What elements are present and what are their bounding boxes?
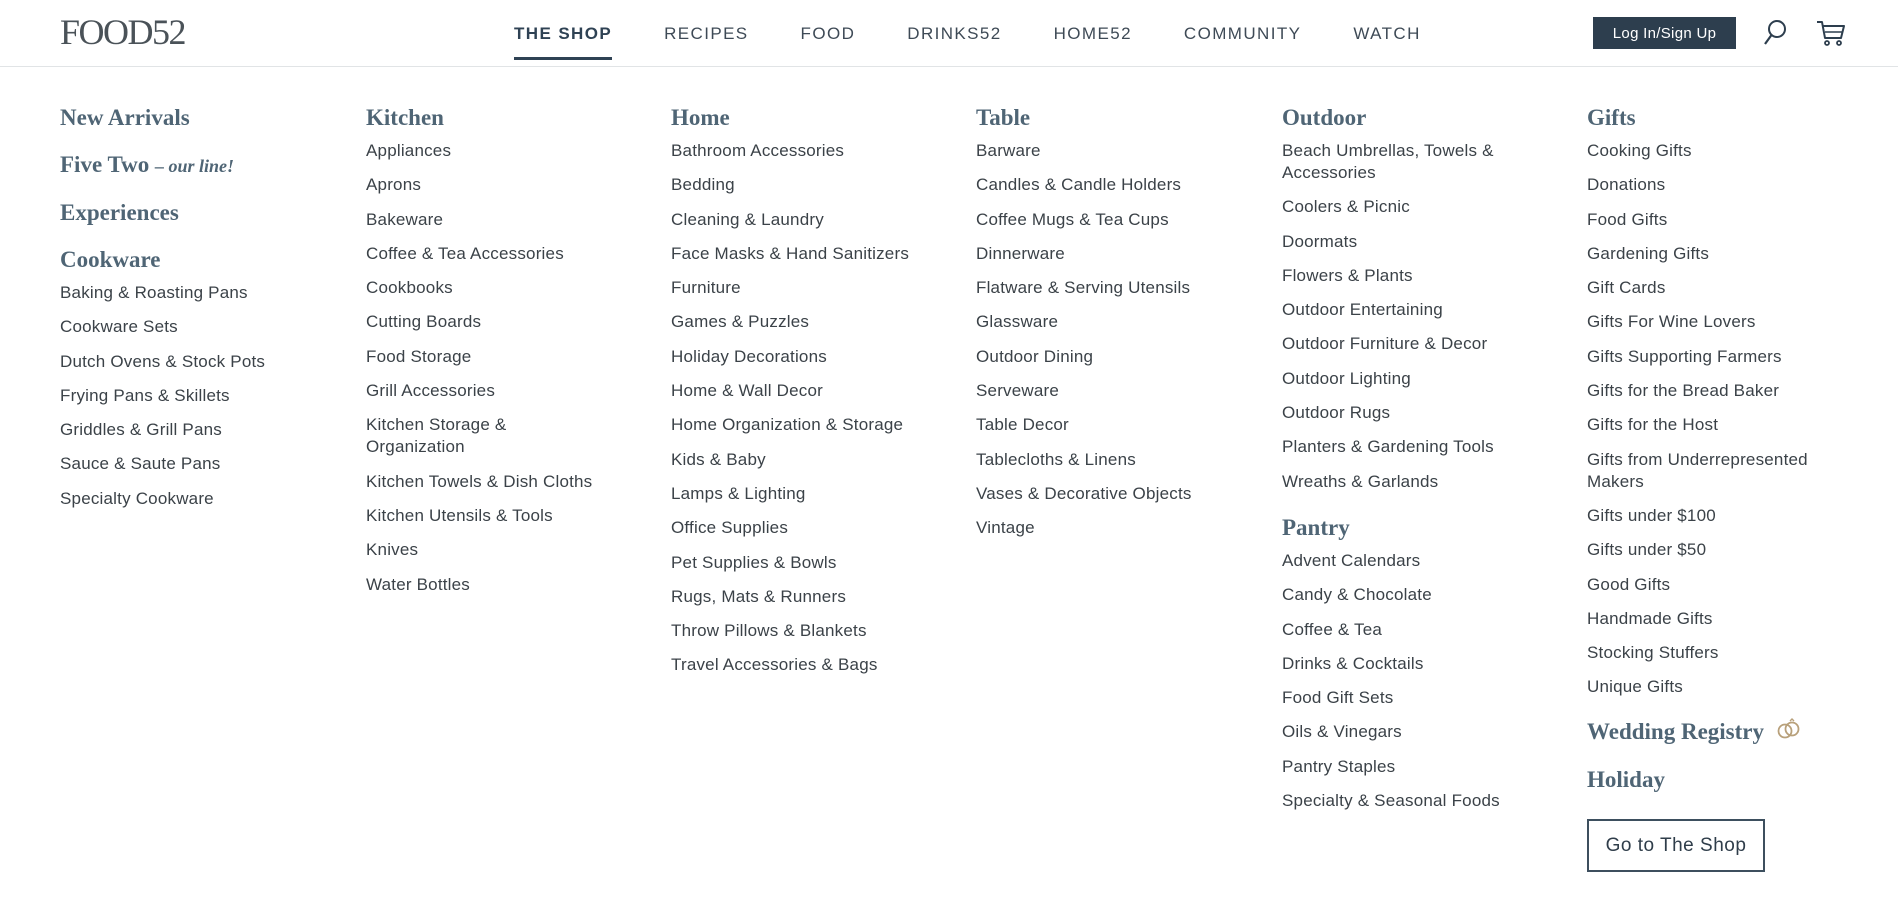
menu-link[interactable]: Office Supplies [671, 518, 789, 538]
site-header [0, 0, 1898, 67]
menu-column-kitchen [366, 103, 626, 608]
menu-link[interactable]: Advent Calendars [1282, 550, 1421, 570]
menu-link[interactable]: Outdoor Entertaining [1282, 300, 1443, 320]
menu-link[interactable]: Barware [976, 141, 1041, 160]
menu-link[interactable]: Stocking Stuffers [1587, 643, 1719, 663]
menu-link[interactable]: Coffee & Tea [1282, 619, 1383, 639]
menu-link[interactable]: Baking & Roasting Pans [60, 283, 248, 302]
menu-link[interactable]: Oils & Vinegars [1282, 722, 1402, 742]
menu-link[interactable]: Pet Supplies & Bowls [671, 552, 837, 572]
menu-link[interactable]: Cleaning & Laundry [671, 209, 824, 229]
menu-link[interactable]: Rugs, Mats & Runners [671, 586, 847, 606]
menu-link[interactable]: Outdoor Rugs [1282, 403, 1391, 423]
cookware-heading[interactable]: Cookware [60, 247, 161, 272]
nav-watch[interactable]: WATCH [1353, 24, 1421, 43]
rings-icon [1776, 718, 1802, 748]
menu-link[interactable]: Vintage [976, 518, 1035, 538]
menu-link[interactable]: Griddles & Grill Pans [60, 420, 222, 440]
holiday-link[interactable]: Holiday [1587, 767, 1665, 793]
menu-link[interactable]: Unique Gifts [1587, 677, 1683, 697]
nav-recipes[interactable]: RECIPES [664, 24, 749, 43]
menu-column-home [671, 103, 941, 689]
menu-link[interactable]: Furniture [671, 278, 741, 298]
menu-link[interactable]: Gifts under $100 [1587, 505, 1716, 525]
menu-link[interactable]: Drinks & Cocktails [1282, 653, 1424, 673]
menu-link[interactable]: Tablecloths & Linens [976, 449, 1136, 469]
menu-link[interactable]: Holiday Decorations [671, 346, 827, 366]
login-signup-button[interactable]: Log In/Sign Up [1593, 17, 1736, 49]
menu-link[interactable]: Planters & Gardening Tools [1282, 437, 1494, 457]
menu-link[interactable]: Outdoor Lighting [1282, 368, 1411, 388]
outdoor-heading[interactable]: Outdoor [1282, 105, 1367, 130]
food52-logo[interactable]: FOOD52 [60, 12, 186, 52]
menu-link[interactable]: Frying Pans & Skillets [60, 385, 230, 405]
menu-link[interactable]: Knives [366, 540, 419, 560]
menu-link[interactable]: Coffee Mugs & Tea Cups [976, 209, 1169, 229]
nav-food[interactable]: FOOD [800, 24, 856, 43]
menu-link[interactable]: Gardening Gifts [1587, 243, 1710, 263]
menu-link[interactable]: Specialty & Seasonal Foods [1282, 791, 1500, 811]
menu-link[interactable]: Sauce & Saute Pans [60, 454, 221, 474]
menu-link[interactable]: Kitchen Towels & Dish Cloths [366, 471, 593, 491]
menu-link[interactable]: Handmade Gifts [1587, 608, 1713, 628]
menu-link[interactable]: Dinnerware [976, 243, 1065, 263]
menu-link[interactable]: Cooking Gifts [1587, 141, 1692, 160]
five-two-link[interactable] [60, 150, 320, 181]
menu-link[interactable]: Bedding [671, 175, 735, 195]
menu-link[interactable]: Outdoor Furniture & Decor [1282, 334, 1488, 354]
menu-link[interactable]: Pantry Staples [1282, 756, 1396, 776]
menu-column-featured [60, 103, 320, 522]
menu-link[interactable]: Food Gift Sets [1282, 688, 1394, 708]
menu-link[interactable]: Food Gifts [1587, 209, 1668, 229]
menu-link[interactable]: Candy & Chocolate [1282, 585, 1432, 605]
menu-link[interactable]: Gifts under $50 [1587, 540, 1707, 560]
menu-link[interactable]: Serveware [976, 381, 1060, 401]
menu-link[interactable]: Games & Puzzles [671, 312, 810, 332]
menu-link[interactable]: Flowers & Plants [1282, 265, 1413, 285]
menu-link[interactable]: Good Gifts [1587, 574, 1671, 594]
menu-link[interactable]: Coolers & Picnic [1282, 197, 1410, 217]
kitchen-heading[interactable]: Kitchen [366, 105, 444, 130]
home-heading[interactable]: Home [671, 105, 730, 130]
nav-home52[interactable]: HOME52 [1053, 24, 1132, 43]
menu-link[interactable]: Kitchen Utensils & Tools [366, 505, 553, 525]
pantry-heading[interactable]: Pantry [1282, 514, 1350, 540]
five-two-label: Five Two [60, 152, 150, 177]
menu-link[interactable]: Home & Wall Decor [671, 381, 824, 401]
menu-link[interactable]: Donations [1587, 175, 1666, 195]
wedding-registry-link[interactable] [1587, 717, 1857, 749]
table-heading[interactable]: Table [976, 105, 1031, 130]
menu-link[interactable]: Travel Accessories & Bags [671, 655, 878, 675]
menu-link[interactable]: Specialty Cookware [60, 488, 214, 508]
nav-drinks52[interactable]: DRINKS52 [907, 24, 1002, 43]
menu-link[interactable]: Gifts from Underrepresented Makers [1587, 449, 1808, 491]
menu-link[interactable]: Throw Pillows & Blankets [671, 621, 867, 641]
menu-link[interactable]: Gifts for the Bread Baker [1587, 381, 1780, 401]
nav-community[interactable]: COMMUNITY [1183, 24, 1302, 43]
menu-column-gifts [1587, 103, 1857, 872]
gifts-heading[interactable]: Gifts [1587, 105, 1636, 130]
menu-link[interactable]: Face Masks & Hand Sanitizers [671, 243, 910, 263]
go-to-shop-button[interactable]: Go to The Shop [1587, 819, 1765, 872]
menu-link[interactable]: Doormats [1282, 231, 1358, 251]
menu-link[interactable]: Beach Umbrellas, Towels & Accessories [1282, 141, 1494, 182]
menu-link[interactable]: Bakeware [366, 209, 444, 229]
new-arrivals-link[interactable]: New Arrivals [60, 105, 190, 130]
cart-icon[interactable] [1816, 18, 1846, 48]
wedding-registry-label: Wedding Registry [1587, 718, 1764, 744]
menu-link[interactable]: Bathroom Accessories [671, 141, 845, 160]
menu-link[interactable]: Cookware Sets [60, 317, 178, 337]
menu-link[interactable]: Water Bottles [366, 574, 471, 594]
search-icon[interactable] [1763, 18, 1789, 48]
experiences-link[interactable]: Experiences [60, 200, 179, 225]
menu-link[interactable]: Kids & Baby [671, 449, 766, 469]
menu-link[interactable]: Gifts Supporting Farmers [1587, 346, 1782, 366]
menu-link[interactable]: Glassware [976, 312, 1059, 332]
five-two-subtitle: – our line! [154, 156, 235, 176]
menu-link[interactable]: Coffee & Tea Accessories [366, 243, 564, 263]
menu-link[interactable]: Vases & Decorative Objects [976, 483, 1192, 503]
menu-link[interactable]: Grill Accessories [366, 381, 496, 401]
menu-link[interactable]: Gifts for the Host [1587, 415, 1719, 435]
menu-link[interactable]: Lamps & Lighting [671, 483, 806, 503]
menu-column-table [976, 103, 1246, 552]
menu-link[interactable]: Wreaths & Garlands [1282, 471, 1439, 491]
menu-link[interactable]: Food Storage [366, 346, 472, 366]
menu-link[interactable]: Candles & Candle Holders [976, 175, 1182, 195]
menu-link[interactable]: Aprons [366, 175, 422, 195]
menu-link[interactable]: Cutting Boards [366, 312, 482, 332]
menu-link[interactable]: Kitchen Storage & Organization [366, 415, 507, 457]
menu-link[interactable]: Gift Cards [1587, 278, 1666, 298]
nav-the-shop[interactable]: THE SHOP [514, 18, 612, 60]
menu-link[interactable]: Flatware & Serving Utensils [976, 278, 1191, 298]
menu-link[interactable]: Table Decor [976, 415, 1069, 435]
menu-link[interactable]: Gifts For Wine Lovers [1587, 312, 1756, 332]
menu-link[interactable]: Home Organization & Storage [671, 415, 904, 435]
menu-link[interactable]: Appliances [366, 141, 452, 160]
menu-link[interactable]: Outdoor Dining [976, 346, 1094, 366]
menu-link[interactable]: Dutch Ovens & Stock Pots [60, 351, 266, 371]
menu-link[interactable]: Cookbooks [366, 278, 453, 298]
main-nav [514, 18, 1421, 60]
menu-column-outdoor [1282, 103, 1542, 824]
